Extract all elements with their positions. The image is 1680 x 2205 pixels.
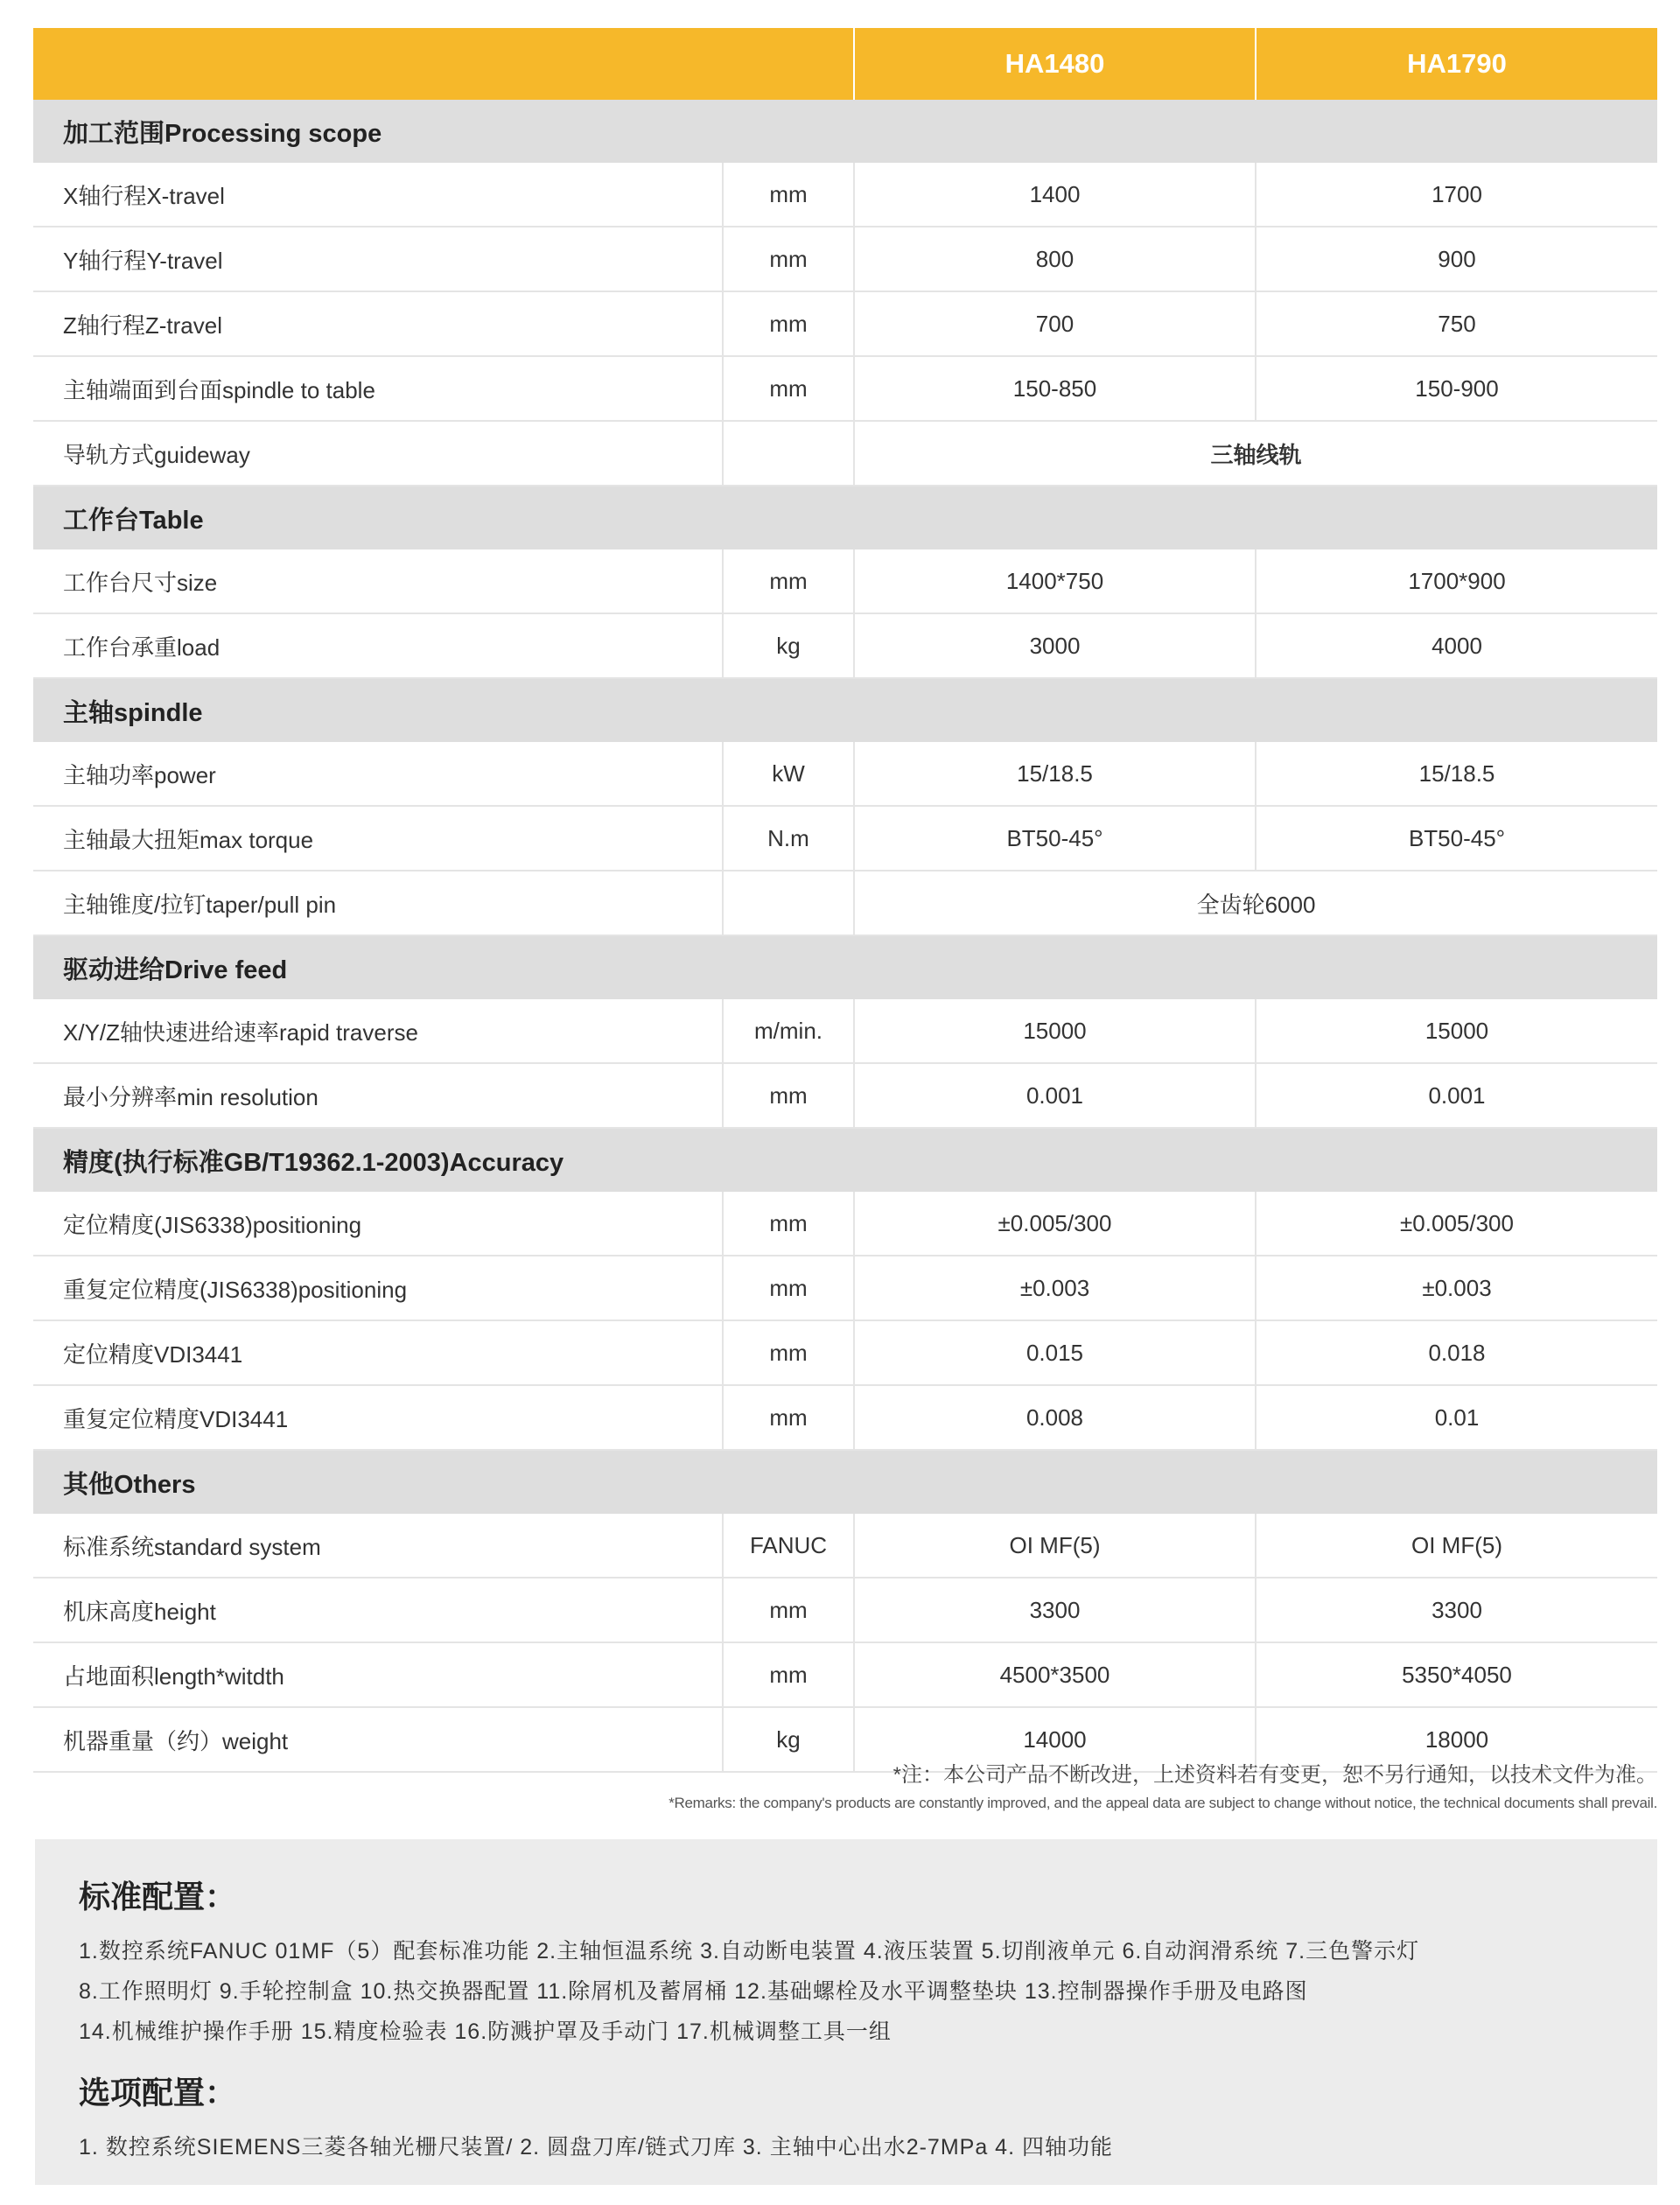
row-value-ha1480: 3300 [854, 1578, 1256, 1642]
row-unit: mm [723, 356, 854, 421]
model-ha1790-header: HA1790 [1256, 28, 1657, 100]
section-title: 精度(执行标准GB/T19362.1-2003)Accuracy [33, 1128, 1657, 1192]
row-unit: kW [723, 742, 854, 806]
row-unit [723, 421, 854, 486]
row-unit: mm [723, 1385, 854, 1450]
section-spindle [33, 678, 1657, 742]
row-label: 主轴最大扭矩max torque [33, 806, 723, 871]
row-value-ha1480: 700 [854, 291, 1256, 356]
row-value-ha1480: 4500*3500 [854, 1642, 1256, 1707]
row-value-ha1790: 4000 [1256, 613, 1657, 678]
table-row [33, 1320, 1657, 1385]
row-value-ha1480: BT50-45° [854, 806, 1256, 871]
row-value-ha1790: 0.01 [1256, 1385, 1657, 1450]
table-row [33, 163, 1657, 227]
row-label: 工作台尺寸size [33, 550, 723, 613]
row-unit: m/min. [723, 999, 854, 1063]
row-value-ha1480: 0.015 [854, 1320, 1256, 1385]
row-label: 定位精度(JIS6338)positioning [33, 1192, 723, 1256]
table-row [33, 421, 1657, 486]
row-value-shared: 全齿轮6000 [854, 871, 1657, 935]
row-label: 标准系统standard system [33, 1514, 723, 1578]
section-table [33, 486, 1657, 550]
table-row [33, 356, 1657, 421]
row-value-ha1480: ±0.005/300 [854, 1192, 1256, 1256]
row-label: 机器重量（约）weight [33, 1707, 723, 1772]
table-row [33, 291, 1657, 356]
table-row [33, 1063, 1657, 1128]
row-label: 主轴功率power [33, 742, 723, 806]
row-label: X/Y/Z轴快速进给速率rapid traverse [33, 999, 723, 1063]
row-label: 最小分辨率min resolution [33, 1063, 723, 1128]
table-row [33, 227, 1657, 291]
row-unit: mm [723, 1256, 854, 1320]
row-value-ha1790: ±0.003 [1256, 1256, 1657, 1320]
section-others [33, 1450, 1657, 1514]
standard-config-line: 1.数控系统FANUC 01MF（5）配套标准功能 2.主轴恒温系统 3.自动断电装置 4.液压装置 5.切削液单元 6.自动润滑系统 7.三色警示灯 [79, 1939, 1420, 1964]
row-value-ha1790: 0.001 [1256, 1063, 1657, 1128]
row-label: 主轴端面到台面spindle to table [33, 356, 723, 421]
row-value-ha1480: 14000 [854, 1707, 1256, 1772]
header-blank [33, 28, 854, 100]
row-value-ha1480: ±0.003 [854, 1256, 1256, 1320]
standard-config-line: 8.工作照明灯 9.手轮控制盒 10.热交换器配置 11.除屑机及蓄屑桶 12.基础螺栓及水平调整垫块 13.控制器操作手册及电路图 [79, 1979, 1308, 2004]
row-value-ha1790: 750 [1256, 291, 1657, 356]
row-value-ha1480: 150-850 [854, 356, 1256, 421]
configuration-panel [35, 1839, 1657, 2185]
row-unit: mm [723, 1192, 854, 1256]
row-unit: N.m [723, 806, 854, 871]
row-value-ha1790: 3300 [1256, 1578, 1657, 1642]
row-unit: mm [723, 1578, 854, 1642]
row-value-ha1480: 3000 [854, 613, 1256, 678]
section-title: 其他Others [33, 1450, 1657, 1514]
row-value-ha1480: 0.008 [854, 1385, 1256, 1450]
table-row [33, 550, 1657, 613]
spec-table [33, 28, 1657, 1773]
table-row [33, 613, 1657, 678]
row-value-ha1790: 18000 [1256, 1707, 1657, 1772]
row-unit: mm [723, 227, 854, 291]
row-label: 占地面积length*witdth [33, 1642, 723, 1707]
row-label: 重复定位精度(JIS6338)positioning [33, 1256, 723, 1320]
row-unit: mm [723, 1642, 854, 1707]
row-label: Y轴行程Y-travel [33, 227, 723, 291]
remarks [33, 1757, 1657, 1812]
table-row [33, 999, 1657, 1063]
optional-config-title: 选项配置： [79, 2075, 237, 2110]
row-value-ha1790: 900 [1256, 227, 1657, 291]
model-ha1480-header: HA1480 [854, 28, 1256, 100]
row-value-ha1480: 0.001 [854, 1063, 1256, 1128]
section-drive-feed [33, 935, 1657, 999]
table-row [33, 806, 1657, 871]
row-value-ha1790: 15000 [1256, 999, 1657, 1063]
optional-config-line: 1. 数控系统SIEMENS三菱各轴光栅尺装置/ 2. 圆盘刀库/链式刀库 3. 主轴中心出水2-7MPa 4. 四轴功能 [79, 2135, 1113, 2160]
section-processing-scope [33, 100, 1657, 163]
row-label: 机床高度height [33, 1578, 723, 1642]
table-row [33, 871, 1657, 935]
row-label: 主轴锥度/拉钉taper/pull pin [33, 871, 723, 935]
row-value-ha1790: 150-900 [1256, 356, 1657, 421]
remark-chinese: *注：本公司产品不断改进，上述资料若有变更，恕不另行通知，以技术文件为准。 [892, 1763, 1657, 1787]
row-label: Z轴行程Z-travel [33, 291, 723, 356]
table-row [33, 1256, 1657, 1320]
row-label: 重复定位精度VDI3441 [33, 1385, 723, 1450]
row-value-ha1790: 1700*900 [1256, 550, 1657, 613]
row-value-ha1790: ±0.005/300 [1256, 1192, 1657, 1256]
row-value-ha1480: 1400*750 [854, 550, 1256, 613]
row-value-ha1480: OI MF(5) [854, 1514, 1256, 1578]
section-accuracy [33, 1128, 1657, 1192]
row-value-ha1790: 1700 [1256, 163, 1657, 227]
row-unit: mm [723, 550, 854, 613]
remark-english: *Remarks: the company's products are constantly improved, and the appeal data are subject to change without notice, the technical documents shall prevail. [668, 1795, 1657, 1811]
row-label: X轴行程X-travel [33, 163, 723, 227]
row-unit: mm [723, 291, 854, 356]
row-value-ha1480: 15000 [854, 999, 1256, 1063]
header-row [33, 28, 1657, 100]
table-row [33, 1385, 1657, 1450]
row-unit: mm [723, 1063, 854, 1128]
row-unit: kg [723, 1707, 854, 1772]
row-value-ha1790: BT50-45° [1256, 806, 1657, 871]
table-row [33, 1642, 1657, 1707]
row-value-ha1790: 0.018 [1256, 1320, 1657, 1385]
row-value-ha1480: 1400 [854, 163, 1256, 227]
row-unit: mm [723, 163, 854, 227]
row-value-ha1480: 800 [854, 227, 1256, 291]
row-value-ha1790: 15/18.5 [1256, 742, 1657, 806]
section-title: 主轴spindle [33, 678, 1657, 742]
row-value-ha1480: 15/18.5 [854, 742, 1256, 806]
row-value-shared: 三轴线轨 [854, 421, 1657, 486]
section-title: 工作台Table [33, 486, 1657, 550]
row-value-ha1790: 5350*4050 [1256, 1642, 1657, 1707]
row-label: 定位精度VDI3441 [33, 1320, 723, 1385]
row-label: 工作台承重load [33, 613, 723, 678]
row-unit [723, 871, 854, 935]
table-row [33, 1578, 1657, 1642]
section-title: 驱动进给Drive feed [33, 935, 1657, 999]
table-row [33, 742, 1657, 806]
row-unit: FANUC [723, 1514, 854, 1578]
row-unit: kg [723, 613, 854, 678]
table-row [33, 1514, 1657, 1578]
row-label: 导轨方式guideway [33, 421, 723, 486]
table-row [33, 1192, 1657, 1256]
row-unit: mm [723, 1320, 854, 1385]
standard-config-line: 14.机械维护操作手册 15.精度检验表 16.防溅护罩及手动门 17.机械调整工具一组 [79, 2020, 892, 2044]
standard-config-title: 标准配置： [79, 1879, 237, 1914]
row-value-ha1790: OI MF(5) [1256, 1514, 1657, 1578]
section-title: 加工范围Processing scope [33, 100, 1657, 163]
